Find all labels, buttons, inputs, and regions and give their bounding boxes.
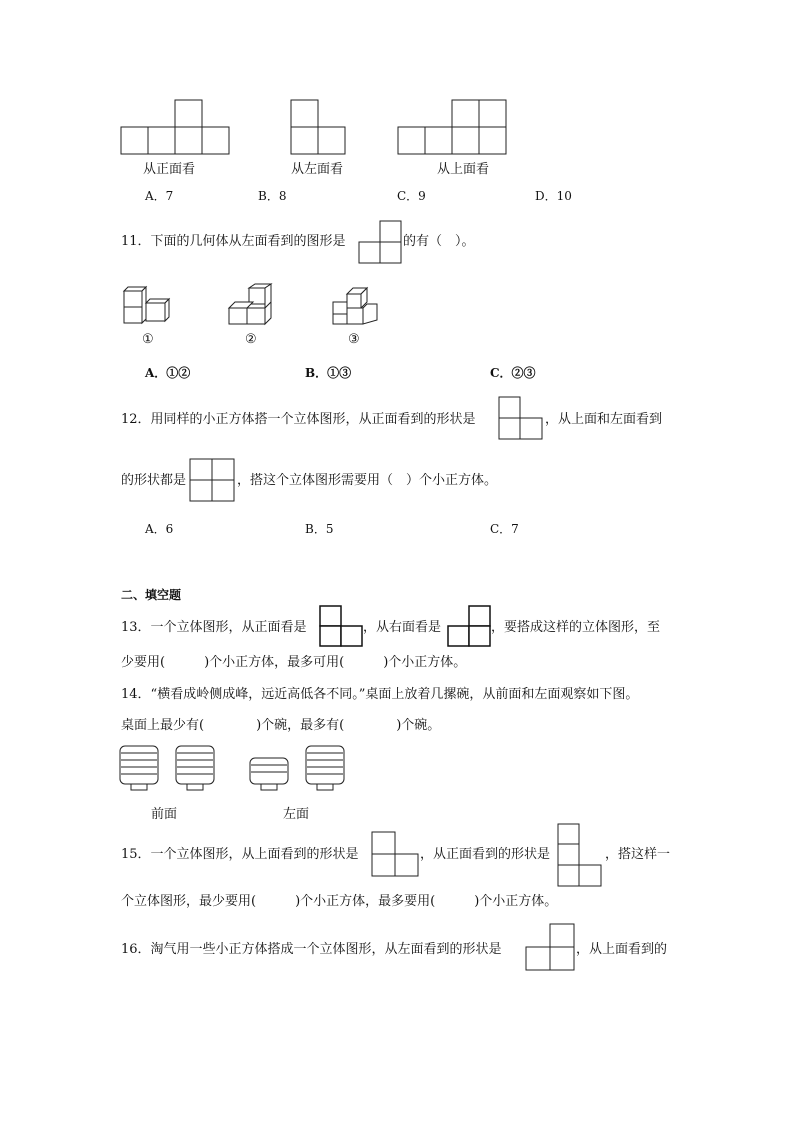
q13-question-text: 13．一个立体图形，从正面看是 (121, 620, 307, 635)
q14-question-text-line2: 桌面上最少有( )个碗，最多有( )个碗。 (121, 718, 441, 733)
q11-inline-shape (359, 221, 401, 263)
q10-option-a[interactable]: A．7 (145, 189, 174, 203)
q13-question-text-mid: ，从右面看是 (363, 620, 442, 635)
top-view-figure (398, 100, 506, 154)
left-view-figure (291, 100, 345, 154)
q12-question-text-line1: 12．用同样的小正方体搭一个立体图形，从正面看到的形状是 (121, 412, 476, 427)
q11-option-a[interactable]: A．①② (145, 366, 191, 380)
q13-question-text-line2: 少要用( )个小正方体，最多可用( )个小正方体。 (121, 655, 467, 670)
bowls-left-view (249, 744, 349, 794)
q11-figure-label-3: ③ (348, 332, 360, 347)
top-view-caption: 从上面看 (437, 162, 490, 177)
q15-question-text-mid: ，从正面看到的形状是 (420, 847, 551, 862)
bowls-front-view (119, 744, 219, 794)
q12-option-c[interactable]: C．7 (490, 522, 519, 536)
section-title: 二、填空题 (121, 588, 182, 602)
q12-front-shape (499, 397, 543, 439)
q15-front-shape (558, 824, 602, 886)
q12-question-text-line2: 的形状都是 (121, 473, 187, 488)
bowls-left-caption: 左面 (283, 807, 310, 822)
bowls-front-caption: 前面 (151, 807, 178, 822)
q10-option-c[interactable]: C．9 (397, 189, 426, 203)
q12-question-text-line1-end: ，从上面和左面看到 (545, 412, 663, 427)
q10-option-b[interactable]: B．8 (258, 189, 287, 203)
q10-option-d[interactable]: D．10 (535, 189, 572, 203)
q16-question-text: 16．淘气用一些小正方体搭成一个立体图形，从左面看到的形状是 (121, 942, 502, 957)
q13-question-text-end: ，要搭成这样的立体图形，至 (491, 620, 661, 635)
q15-question-text-line2: 个立体图形，最少要用( )个小正方体，最多要用( )个小正方体。 (121, 894, 558, 909)
front-view-figure (121, 100, 229, 154)
q13-right-shape (448, 606, 490, 646)
q14-question-text-line1: 14．“横看成岭侧成峰，远近高低各不同。”桌面上放着几摞碗，从前面和左面观察如下图。 (121, 687, 639, 702)
q11-figure-label-1: ① (142, 332, 154, 347)
q11-option-c[interactable]: C．②③ (490, 366, 536, 380)
q11-solid-figure-1 (124, 287, 172, 325)
q11-option-b[interactable]: B．①③ (305, 366, 352, 380)
q13-front-shape (320, 606, 362, 646)
q12-option-a[interactable]: A．6 (145, 522, 174, 536)
q11-figure-label-2: ② (245, 332, 257, 347)
q15-question-text-end: ，搭这样一 (605, 847, 671, 862)
q11-solid-figure-2 (229, 284, 273, 326)
q16-left-shape (526, 924, 574, 970)
q11-solid-figure-3 (333, 288, 379, 326)
q15-top-shape (372, 832, 418, 876)
left-view-caption: 从左面看 (291, 162, 344, 177)
front-view-caption: 从正面看 (143, 162, 196, 177)
q15-question-text: 15．一个立体图形，从上面看到的形状是 (121, 847, 359, 862)
q12-option-b[interactable]: B．5 (305, 522, 334, 536)
q12-top-left-shape (190, 459, 234, 501)
q11-question-text-end: 的有（ ）。 (403, 234, 475, 249)
q16-question-text-end: ，从上面看到的 (576, 942, 668, 957)
q12-question-text-line2-end: ，搭这个立体图形需要用（ ）个小正方体。 (237, 473, 498, 488)
q11-question-text: 11．下面的几何体从左面看到的图形是 (121, 234, 346, 249)
